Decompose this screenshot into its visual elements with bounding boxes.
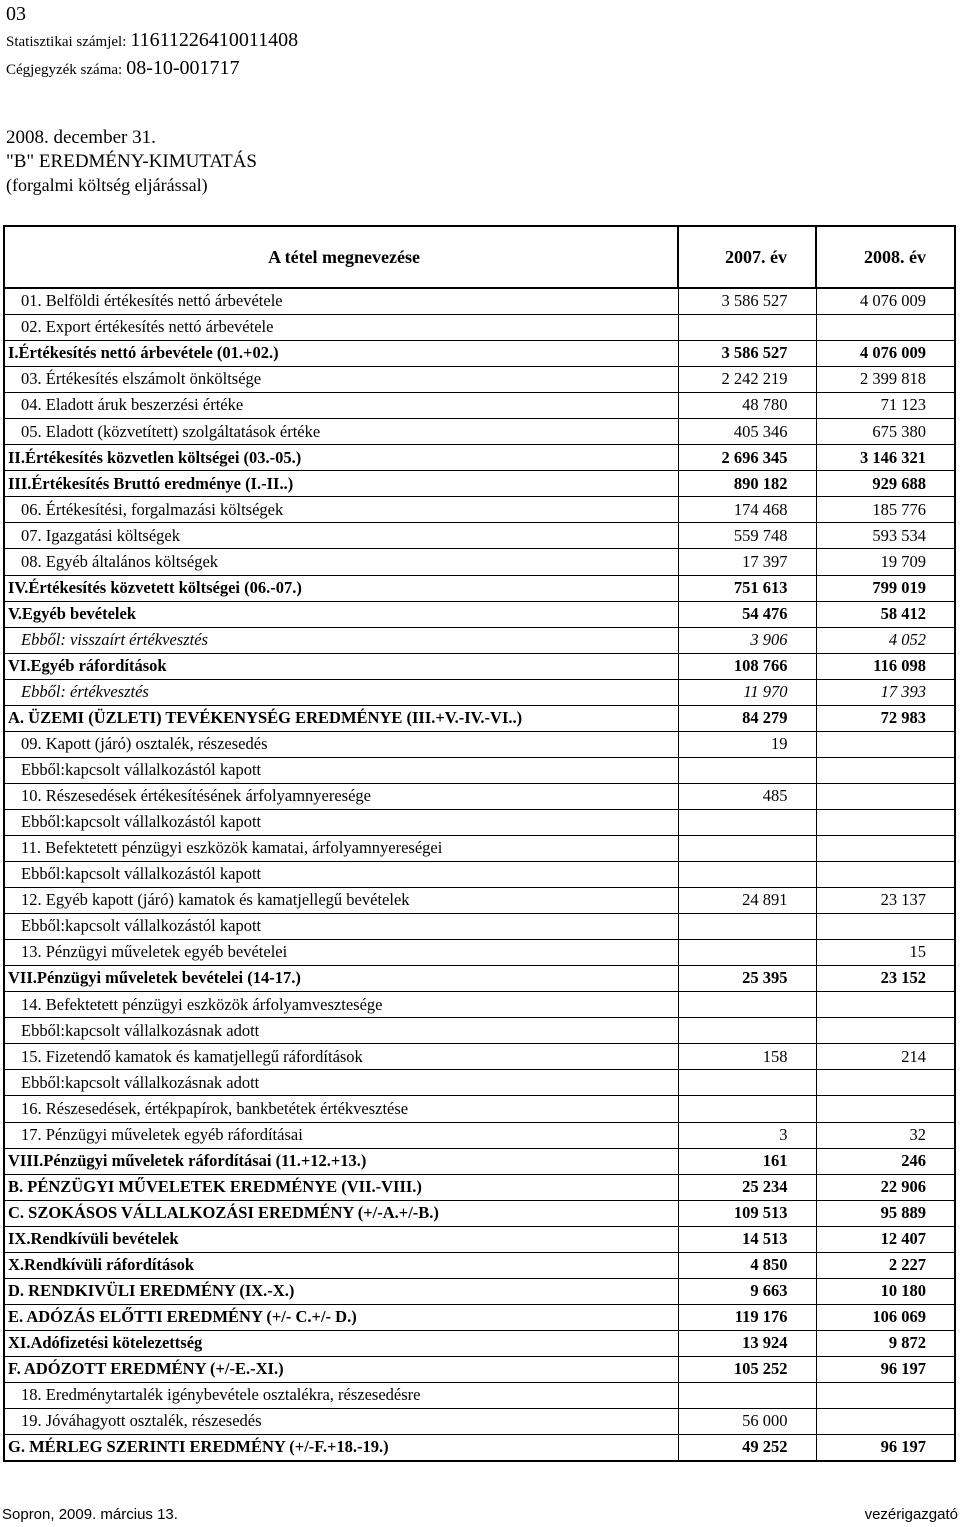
table-row	[4, 471, 955, 497]
row-label: V.Egyéb bevételek	[4, 601, 678, 627]
row-value-2007	[678, 315, 816, 341]
row-label: 11. Befektetett pénzügyi eszközök kamatai, árfolyamnyereségei	[4, 835, 678, 861]
row-label: 06. Értékesítési, forgalmazási költségek	[4, 497, 678, 523]
row-label: 12. Egyéb kapott (járó) kamatok és kamatjellegű bevételek	[4, 888, 678, 914]
table-row	[4, 1304, 955, 1330]
row-label: 13. Pénzügyi műveletek egyéb bevételei	[4, 940, 678, 966]
table-body	[4, 226, 955, 1461]
row-label: VII.Pénzügyi műveletek bevételei (14-17.)	[4, 966, 678, 992]
table-row	[4, 367, 955, 393]
row-value-2007: 161	[678, 1148, 816, 1174]
row-value-2008: 675 380	[816, 419, 955, 445]
row-value-2007: 485	[678, 783, 816, 809]
row-value-2007: 54 476	[678, 601, 816, 627]
row-value-2008: 4 076 009	[816, 341, 955, 367]
tax-id-line	[6, 30, 298, 50]
row-value-2008: 95 889	[816, 1200, 955, 1226]
row-value-2007: 19	[678, 731, 816, 757]
row-label: E. ADÓZÁS ELŐTTI EREDMÉNY (+/- C.+/- D.)	[4, 1304, 678, 1330]
table-row	[4, 1174, 955, 1200]
row-label: 08. Egyéb általános költségek	[4, 549, 678, 575]
row-value-2007: 14 513	[678, 1226, 816, 1252]
registry-label: Cégjegyzék száma:	[6, 62, 123, 78]
table-row	[4, 966, 955, 992]
report-title: "B" EREDMÉNY-KIMUTATÁS	[6, 151, 257, 172]
row-value-2008	[816, 992, 955, 1018]
row-value-2007: 56 000	[678, 1409, 816, 1435]
row-value-2007: 3 586 527	[678, 341, 816, 367]
table-row	[4, 862, 955, 888]
row-value-2008: 214	[816, 1044, 955, 1070]
row-value-2007: 3 906	[678, 627, 816, 653]
row-label: III.Értékesítés Bruttó eredménye (I.-II..)	[4, 471, 678, 497]
row-label: C. SZOKÁSOS VÁLLALKOZÁSI EREDMÉNY (+/-A.+/-B.)	[4, 1200, 678, 1226]
row-value-2008: 23 152	[816, 966, 955, 992]
row-value-2007: 25 395	[678, 966, 816, 992]
row-value-2007: 2 242 219	[678, 367, 816, 393]
table-row	[4, 653, 955, 679]
row-value-2007: 11 970	[678, 679, 816, 705]
row-value-2007: 2 696 345	[678, 445, 816, 471]
row-label: B. PÉNZÜGYI MŰVELETEK EREDMÉNYE (VII.-VIII.)	[4, 1174, 678, 1200]
header-item-name: A tétel megnevezése	[4, 226, 678, 288]
row-value-2007: 24 891	[678, 888, 816, 914]
report-subtitle: (forgalmi költség eljárással)	[6, 175, 208, 195]
row-value-2007: 48 780	[678, 393, 816, 419]
row-value-2007: 9 663	[678, 1278, 816, 1304]
row-label: 14. Befektetett pénzügyi eszközök árfolyamvesztesége	[4, 992, 678, 1018]
row-value-2007: 84 279	[678, 705, 816, 731]
tax-id-value: 11611226410011408	[130, 29, 299, 51]
row-value-2008: 96 197	[816, 1356, 955, 1382]
registry-line	[6, 58, 240, 78]
row-label: Ebből:kapcsolt vállalkozástól kapott	[4, 914, 678, 940]
table-row	[4, 783, 955, 809]
row-value-2008: 2 227	[816, 1252, 955, 1278]
row-value-2008: 17 393	[816, 679, 955, 705]
row-label: G. MÉRLEG SZERINTI EREDMÉNY (+/-F.+18.-19.)	[4, 1435, 678, 1462]
row-value-2007: 751 613	[678, 575, 816, 601]
row-value-2008: 4 052	[816, 627, 955, 653]
row-value-2007: 405 346	[678, 419, 816, 445]
row-value-2008: 58 412	[816, 601, 955, 627]
row-value-2007: 105 252	[678, 1356, 816, 1382]
table-row	[4, 1278, 955, 1304]
table-row	[4, 809, 955, 835]
row-label: Ebből:kapcsolt vállalkozásnak adott	[4, 1070, 678, 1096]
table-row	[4, 601, 955, 627]
row-value-2007: 890 182	[678, 471, 816, 497]
row-value-2007	[678, 835, 816, 861]
row-value-2008: 19 709	[816, 549, 955, 575]
row-value-2008: 593 534	[816, 523, 955, 549]
table-row	[4, 888, 955, 914]
row-value-2008: 929 688	[816, 471, 955, 497]
row-label: IV.Értékesítés közvetett költségei (06.-07.)	[4, 575, 678, 601]
footer-place-date: Sopron, 2009. március 13.	[2, 1506, 178, 1523]
row-value-2007: 49 252	[678, 1435, 816, 1462]
row-value-2008	[816, 731, 955, 757]
row-value-2008: 116 098	[816, 653, 955, 679]
row-value-2008	[816, 1070, 955, 1096]
row-label: Ebből: visszaírt értékvesztés	[4, 627, 678, 653]
row-value-2007	[678, 757, 816, 783]
row-value-2008: 12 407	[816, 1226, 955, 1252]
row-label: I.Értékesítés nettó árbevétele (01.+02.)	[4, 341, 678, 367]
table-row	[4, 1018, 955, 1044]
table-row	[4, 341, 955, 367]
row-value-2008	[816, 809, 955, 835]
row-value-2008	[816, 914, 955, 940]
table-row	[4, 1382, 955, 1408]
table-row	[4, 497, 955, 523]
table-row	[4, 627, 955, 653]
table-row	[4, 315, 955, 341]
row-value-2008: 246	[816, 1148, 955, 1174]
row-label: Ebből:kapcsolt vállalkozástól kapott	[4, 809, 678, 835]
table-row	[4, 1044, 955, 1070]
row-value-2008	[816, 757, 955, 783]
row-label: Ebből:kapcsolt vállalkozástól kapott	[4, 757, 678, 783]
footer-signature: vezérigazgató	[864, 1506, 958, 1523]
table-row	[4, 523, 955, 549]
row-label: 07. Igazgatási költségek	[4, 523, 678, 549]
row-value-2007	[678, 1018, 816, 1044]
row-value-2007: 174 468	[678, 497, 816, 523]
row-value-2007	[678, 1070, 816, 1096]
row-value-2008: 22 906	[816, 1174, 955, 1200]
header-2008: 2008. év	[816, 226, 955, 288]
table-row	[4, 679, 955, 705]
row-label: 01. Belföldi értékesítés nettó árbevétele	[4, 288, 678, 315]
row-label: Ebből:kapcsolt vállalkozástól kapott	[4, 862, 678, 888]
row-value-2008	[816, 315, 955, 341]
row-value-2008: 71 123	[816, 393, 955, 419]
row-value-2007	[678, 992, 816, 1018]
table-row	[4, 914, 955, 940]
table-row	[4, 393, 955, 419]
table-row	[4, 1330, 955, 1356]
table-row	[4, 1252, 955, 1278]
row-label: F. ADÓZOTT EREDMÉNY (+/-E.-XI.)	[4, 1356, 678, 1382]
table-row	[4, 1226, 955, 1252]
row-label: VIII.Pénzügyi műveletek ráfordításai (11.+12.+13.)	[4, 1148, 678, 1174]
table-row	[4, 757, 955, 783]
report-date: 2008. december 31.	[6, 127, 156, 148]
row-label: 04. Eladott áruk beszerzési értéke	[4, 393, 678, 419]
row-value-2008: 3 146 321	[816, 445, 955, 471]
row-value-2008	[816, 1382, 955, 1408]
row-value-2008: 799 019	[816, 575, 955, 601]
row-value-2008: 96 197	[816, 1435, 955, 1462]
table-header-row	[4, 226, 955, 288]
page-number: 03	[6, 3, 26, 25]
table-row	[4, 549, 955, 575]
row-label: II.Értékesítés közvetlen költségei (03.-05.)	[4, 445, 678, 471]
table-row	[4, 940, 955, 966]
row-value-2008: 185 776	[816, 497, 955, 523]
row-value-2008: 106 069	[816, 1304, 955, 1330]
table-row	[4, 1356, 955, 1382]
tax-id-label: Statisztikai számjel:	[6, 34, 127, 50]
row-value-2007	[678, 809, 816, 835]
header-2007: 2007. év	[678, 226, 816, 288]
row-label: 10. Részesedések értékesítésének árfolyamnyeresége	[4, 783, 678, 809]
registry-value: 08-10-001717	[126, 57, 240, 79]
table-row	[4, 1148, 955, 1174]
row-value-2007	[678, 1096, 816, 1122]
row-value-2008: 72 983	[816, 705, 955, 731]
table-row	[4, 705, 955, 731]
row-value-2007: 119 176	[678, 1304, 816, 1330]
row-value-2008: 32	[816, 1122, 955, 1148]
row-value-2008: 23 137	[816, 888, 955, 914]
row-value-2007: 25 234	[678, 1174, 816, 1200]
income-statement-table	[3, 225, 956, 1462]
row-value-2008	[816, 835, 955, 861]
table-row	[4, 1200, 955, 1226]
row-label: 17. Pénzügyi műveletek egyéb ráfordításai	[4, 1122, 678, 1148]
row-value-2008	[816, 783, 955, 809]
row-label: D. RENDKIVÜLI EREDMÉNY (IX.-X.)	[4, 1278, 678, 1304]
row-value-2008: 15	[816, 940, 955, 966]
table-row	[4, 992, 955, 1018]
row-label: IX.Rendkívüli bevételek	[4, 1226, 678, 1252]
row-label: X.Rendkívüli ráfordítások	[4, 1252, 678, 1278]
row-label: 15. Fizetendő kamatok és kamatjellegű ráfordítások	[4, 1044, 678, 1070]
row-value-2007: 17 397	[678, 549, 816, 575]
row-label: 19. Jóváhagyott osztalék, részesedés	[4, 1409, 678, 1435]
row-value-2007	[678, 1382, 816, 1408]
row-value-2007: 108 766	[678, 653, 816, 679]
table-row	[4, 419, 955, 445]
table-row	[4, 288, 955, 315]
row-value-2007: 4 850	[678, 1252, 816, 1278]
row-value-2008: 4 076 009	[816, 288, 955, 315]
row-value-2007: 13 924	[678, 1330, 816, 1356]
row-label: VI.Egyéb ráfordítások	[4, 653, 678, 679]
row-label: 05. Eladott (közvetített) szolgáltatások értéke	[4, 419, 678, 445]
row-value-2008: 10 180	[816, 1278, 955, 1304]
row-value-2008: 9 872	[816, 1330, 955, 1356]
table-row	[4, 731, 955, 757]
table-row	[4, 1409, 955, 1435]
table-row	[4, 1096, 955, 1122]
row-label: 09. Kapott (járó) osztalék, részesedés	[4, 731, 678, 757]
row-label: 18. Eredménytartalék igénybevétele osztalékra, részesedésre	[4, 1382, 678, 1408]
row-value-2007: 3 586 527	[678, 288, 816, 315]
row-value-2007: 559 748	[678, 523, 816, 549]
row-value-2008	[816, 1409, 955, 1435]
row-value-2007: 158	[678, 1044, 816, 1070]
table-row	[4, 1122, 955, 1148]
row-value-2008	[816, 1096, 955, 1122]
row-value-2007: 109 513	[678, 1200, 816, 1226]
row-label: Ebből: értékvesztés	[4, 679, 678, 705]
table-row	[4, 445, 955, 471]
row-value-2007	[678, 914, 816, 940]
table-row	[4, 1435, 955, 1462]
row-value-2008	[816, 1018, 955, 1044]
row-label: A. ÜZEMI (ÜZLETI) TEVÉKENYSÉG EREDMÉNYE (III.+V.-IV.-VI..)	[4, 705, 678, 731]
row-value-2007: 3	[678, 1122, 816, 1148]
row-label: Ebből:kapcsolt vállalkozásnak adott	[4, 1018, 678, 1044]
table-row	[4, 1070, 955, 1096]
row-value-2008: 2 399 818	[816, 367, 955, 393]
row-label: 03. Értékesítés elszámolt önköltsége	[4, 367, 678, 393]
table-row	[4, 575, 955, 601]
row-value-2007	[678, 940, 816, 966]
row-label: 16. Részesedések, értékpapírok, bankbetétek értékvesztése	[4, 1096, 678, 1122]
row-value-2007	[678, 862, 816, 888]
row-label: XI.Adófizetési kötelezettség	[4, 1330, 678, 1356]
row-label: 02. Export értékesítés nettó árbevétele	[4, 315, 678, 341]
table-row	[4, 835, 955, 861]
row-value-2008	[816, 862, 955, 888]
